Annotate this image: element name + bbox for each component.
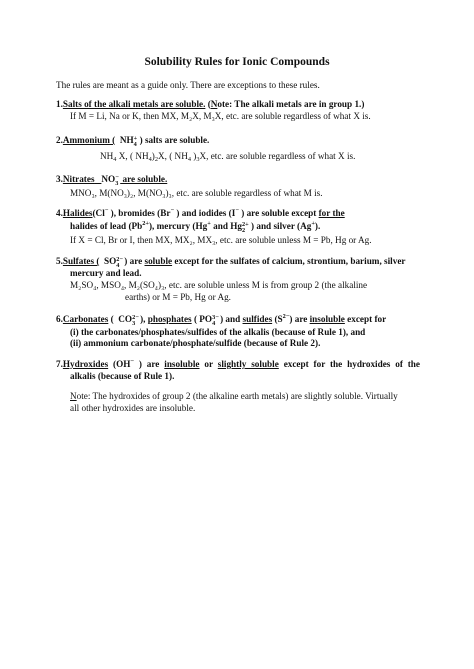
- rule-7-heading: 7.Hydroxides (OH− ) are insoluble or slightly soluble except for the hydroxides of the: [56, 358, 420, 369]
- rule-5-heading: 5.Sulfates ( SO 2− 4 ) are soluble except for the sulfates of calcium, strontium, barium, silver: [56, 256, 406, 269]
- rule-7-heading-cont: alkalis (because of Rule 1).: [70, 371, 175, 381]
- rule-1-heading: 1.Salts of the alkali metals are soluble. (Note: The alkali metals are in group 1.): [56, 99, 365, 109]
- rule-5-detail-2: earths) or M = Pb, Hg or Ag.: [125, 292, 231, 302]
- rule-3-detail: MNO₃, M(NO₃)₂, M(NO₃)₃, etc. are soluble regardless of what M is.: [70, 188, 323, 198]
- hydroxide-note: Note: The hydroxides of group 2 (the alkaline earth metals) are slightly soluble. Virtually: [70, 391, 398, 401]
- page-title: Solubility Rules for Ionic Compounds: [144, 56, 330, 68]
- rule-5-detail-1: M₂SO₄, MSO₄, M₂(SO₄)₃, etc. are soluble unless M is from group 2 (the alkaline: [70, 280, 368, 290]
- hydroxide-note-cont: all other hydroxides are insoluble.: [70, 403, 196, 413]
- rule-2-heading: 2.Ammonium ( NH + 4 ) salts are soluble.: [56, 135, 210, 148]
- rule-3-heading: 3.Nitrates NO − 3 are soluble.: [56, 174, 168, 187]
- rule-2-detail: $NH_4$ X, ( $NH_4)_2X$, ( $NH_4$ )$_3X$, etc. are soluble regardless of what X is.: [100, 151, 356, 163]
- rule-5-heading-cont: mercury and lead.: [70, 268, 142, 278]
- rule-6-exception-2: (ii) ammonium carbonate/phosphate/sulfide (because of Rule 2).: [70, 338, 321, 348]
- intro-text: The rules are meant as a guide only. There are exceptions to these rules.: [56, 80, 320, 90]
- rule-4-exceptions: halides of lead $(Pb^{2+})$, mercury (Hg+ and Hg 2+ 2 ) and silver (Ag+).: [70, 220, 321, 234]
- rule-4-detail: If X = Cl, Br or I, then MX, MX₂, MX₃, etc. are soluble unless M = Pb, Hg or Ag.: [70, 235, 372, 245]
- rule-6-exception-1: (i) the carbonates/phosphates/sulfides of the alkalis (because of Rule 1), and: [70, 327, 366, 337]
- rule-4-heading: 4.Halides(Cl− ), bromides (Br− ) and iodides (I− ) are soluble except for the: [56, 207, 345, 218]
- rule-6-heading: 6.Carbonates ( CO 2− 3 ), phosphates ( PO 3− 4 ) and sulfides $(S^{2-})$ are insoluble except for: [56, 313, 387, 327]
- rule-1-detail: If M = Li, Na or K, then MX, M₂X, M₃X, etc. are soluble regardless of what X is.: [70, 111, 371, 121]
